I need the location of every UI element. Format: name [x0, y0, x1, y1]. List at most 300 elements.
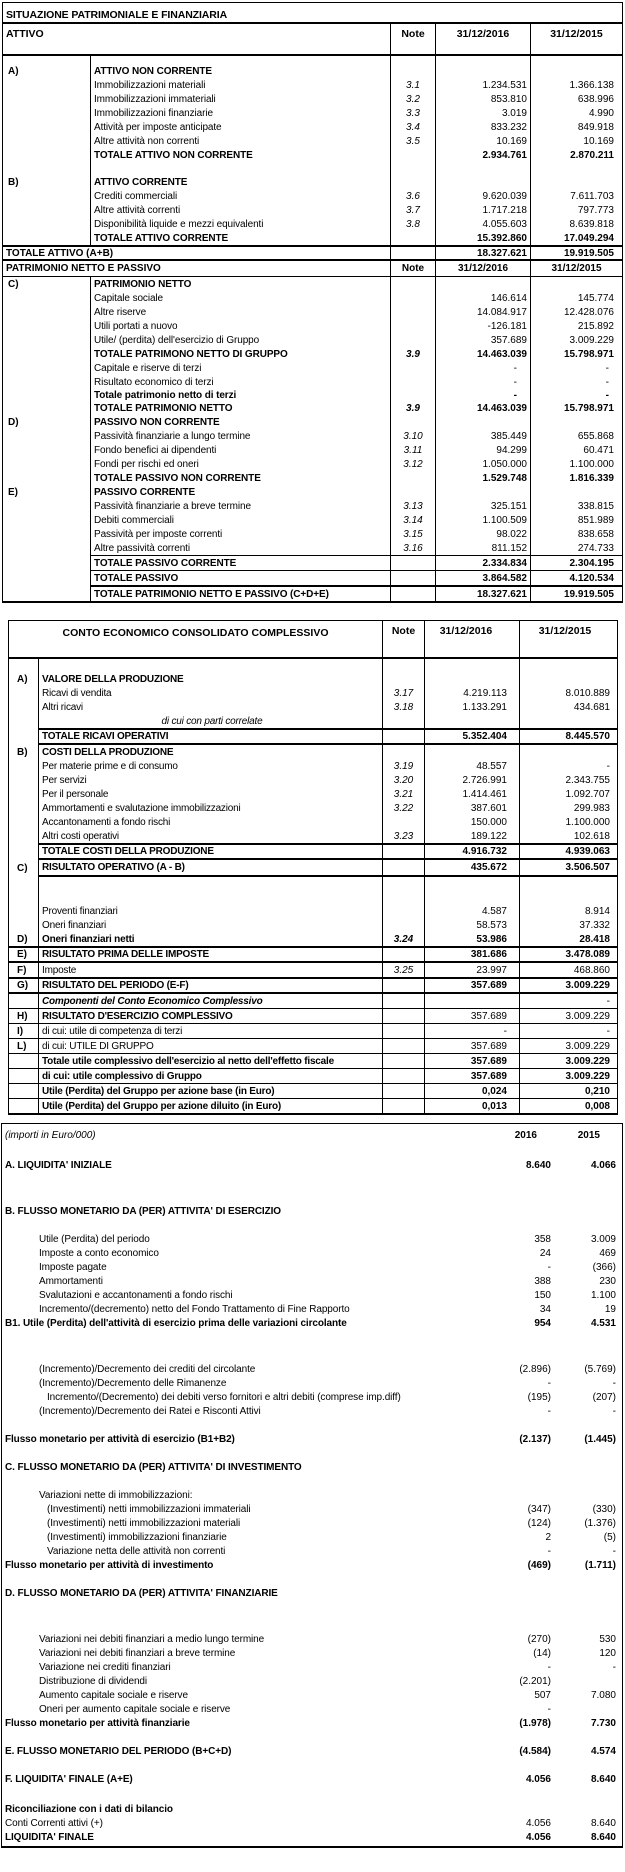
row-letter	[3, 585, 91, 601]
row-label: Attività per imposte anticipate	[94, 121, 222, 133]
value-2015: -	[530, 361, 622, 375]
value-2015: 4.066	[590, 1159, 616, 1171]
table-row	[9, 773, 617, 787]
value-2015	[519, 672, 617, 686]
column-header-date-2015: 31/12/2015	[530, 24, 622, 54]
value-2016: 2.934.761	[435, 148, 530, 162]
row-note	[382, 918, 424, 932]
spacer-row	[2, 1218, 622, 1232]
value-2016: 1.050.000	[435, 457, 530, 471]
value-2016: (2.896)	[519, 1363, 551, 1375]
table-row	[9, 963, 617, 977]
row-letter	[9, 714, 39, 728]
row-note: 3.14	[390, 513, 435, 527]
value-2016: (2.137)	[519, 1433, 551, 1445]
section-header-row	[2, 1586, 622, 1600]
total-row	[9, 946, 617, 963]
value-2015: 638.996	[530, 92, 622, 106]
row-note	[390, 555, 435, 570]
value-2016: (270)	[527, 1633, 551, 1645]
row-label: Utile (Perdita) del Gruppo per azione diluito (in Euro)	[42, 1100, 282, 1112]
table-row	[2, 1488, 622, 1502]
value-2015: 4.939.063	[519, 843, 617, 860]
row-label: RISULTATO DEL PERIODO (E-F)	[42, 980, 189, 991]
value-2015	[551, 1330, 616, 1362]
value-2015	[551, 1474, 616, 1488]
row-letter	[3, 471, 91, 485]
value-2016: 381.686	[424, 948, 519, 961]
table-row	[2, 1288, 622, 1302]
cash-flow-rows	[2, 1146, 622, 1844]
total-row	[2, 1772, 622, 1786]
value-2016: 4.056	[525, 1817, 551, 1829]
spacer-row	[2, 1474, 622, 1488]
row-note: 3.22	[382, 801, 424, 815]
value-2015: 4.990	[530, 106, 622, 120]
value-2016	[483, 1204, 551, 1218]
total-row	[9, 1068, 617, 1083]
table-row	[2, 1232, 622, 1246]
row-note: 3.20	[382, 773, 424, 787]
column-header-2016: 2016	[514, 1130, 537, 1141]
value-2016	[435, 64, 530, 78]
value-2015: 797.773	[530, 203, 622, 217]
value-2015	[551, 1586, 616, 1600]
row-label	[2, 1600, 483, 1632]
column-header-date-2015: 31/12/2015	[519, 621, 617, 657]
row-note	[390, 291, 435, 305]
value-2016: -126.181	[435, 319, 530, 333]
table-row	[2, 1502, 622, 1516]
row-note	[390, 305, 435, 319]
row-label: VALORE DELLA PRODUZIONE	[42, 673, 184, 685]
row-label: Disponibilità liquide e mezzi equivalenti	[94, 218, 264, 230]
value-2015: 851.989	[530, 513, 622, 527]
value-2016: 14.463.039	[435, 347, 530, 361]
cash-flow-header	[2, 1124, 622, 1146]
table-row	[2, 1702, 622, 1716]
row-label: Immobilizzazioni immateriali	[94, 93, 216, 105]
row-note	[390, 485, 435, 499]
row-note	[382, 659, 424, 672]
table-row	[9, 829, 617, 843]
value-2015: 2.870.211	[530, 148, 622, 162]
row-label	[2, 1418, 483, 1432]
row-letter: A)	[9, 672, 39, 686]
value-2015: 102.618	[519, 829, 617, 843]
row-note: 3.1	[390, 78, 435, 92]
total-row	[9, 1053, 617, 1068]
value-2016: 31/12/2016	[435, 261, 530, 276]
value-2015	[551, 1418, 616, 1432]
row-note: 3.19	[382, 759, 424, 773]
value-2015: -	[612, 1545, 616, 1557]
value-2015: -	[530, 375, 622, 389]
value-2016: 358	[534, 1233, 551, 1245]
value-2016: 18.327.621	[435, 247, 530, 259]
table-row	[3, 92, 622, 106]
value-2015: 8.639.818	[530, 217, 622, 231]
row-letter	[3, 291, 91, 305]
value-2015: 3.009	[590, 1233, 616, 1245]
value-2015	[551, 1172, 616, 1204]
row-note	[382, 843, 424, 860]
table-row	[2, 1302, 622, 1316]
table-row	[2, 1404, 622, 1418]
total-row	[2, 1316, 622, 1330]
row-label: PATRIMONIO NETTO E PASSIVO	[6, 263, 161, 274]
row-note	[390, 471, 435, 485]
row-letter	[9, 829, 39, 843]
value-2015	[551, 1146, 616, 1158]
row-letter	[3, 555, 91, 570]
value-2015: 215.892	[530, 319, 622, 333]
row-letter: B)	[9, 745, 39, 759]
table-row	[9, 918, 617, 932]
row-note	[390, 415, 435, 429]
value-2015: 1.092.707	[519, 787, 617, 801]
row-label: (Investimenti) netti immobilizzazioni immateriali	[47, 1503, 251, 1515]
row-letter: D)	[9, 932, 39, 946]
value-2016: 853.810	[435, 92, 530, 106]
row-note	[390, 361, 435, 375]
value-2015: 4.574	[590, 1745, 616, 1757]
column-header-date-2016: 31/12/2016	[435, 24, 530, 54]
value-2016	[483, 1460, 551, 1474]
row-note	[390, 570, 435, 585]
value-2016	[483, 1146, 551, 1158]
value-2016: -	[424, 1024, 519, 1038]
value-2016	[483, 1474, 551, 1488]
row-label: Altri costi operativi	[42, 830, 119, 842]
value-2016: 357.689	[424, 1054, 519, 1068]
value-2016: 18.327.621	[435, 585, 530, 601]
row-label	[2, 1572, 483, 1586]
row-label: (Incremento)/Decremento dei Ratei e Risconti Attivi	[39, 1405, 261, 1417]
row-note: 3.24	[382, 932, 424, 946]
value-2015: (366)	[592, 1261, 616, 1273]
row-letter	[3, 541, 91, 555]
total-row	[3, 347, 622, 361]
table-row	[9, 700, 617, 714]
row-note: 3.16	[390, 541, 435, 555]
value-2015	[519, 659, 617, 672]
row-label	[2, 1474, 483, 1488]
spacer-row	[2, 1600, 622, 1632]
value-2016: -	[547, 1261, 551, 1273]
table-row	[2, 1274, 622, 1288]
row-label: Altre passività correnti	[94, 542, 190, 554]
row-letter	[9, 815, 39, 829]
value-2015: (5)	[603, 1531, 616, 1543]
row-note	[382, 1084, 424, 1098]
row-letter	[9, 759, 39, 773]
row-label: di cui: utile complessivo di Gruppo	[42, 1070, 202, 1082]
value-2015: 0,210	[519, 1084, 617, 1098]
row-letter: I)	[9, 1024, 39, 1038]
row-label: Imposte a conto economico	[39, 1247, 159, 1259]
value-2016: 23.997	[424, 963, 519, 977]
spacer-row	[2, 1446, 622, 1460]
value-2016: 10.169	[435, 134, 530, 148]
value-2016	[424, 745, 519, 759]
value-2016: 4.916.732	[424, 843, 519, 860]
section-row	[3, 415, 622, 429]
subsection-row	[9, 994, 617, 1008]
row-letter: L)	[9, 1039, 39, 1053]
value-2015	[551, 1758, 616, 1772]
value-2016: (2.201)	[519, 1675, 551, 1687]
row-letter: E)	[3, 485, 91, 499]
table-row	[9, 904, 617, 918]
row-letter: C)	[9, 860, 39, 877]
value-2016: 811.152	[435, 541, 530, 555]
row-letter	[3, 527, 91, 541]
spacer-row	[3, 162, 622, 175]
value-2015: 838.658	[530, 527, 622, 541]
income-statement-section	[8, 620, 618, 1115]
section-row	[9, 672, 617, 686]
table-row	[2, 1260, 622, 1274]
row-label: (Investimenti) immobilizzazioni finanziarie	[47, 1531, 227, 1543]
value-2016: 5.352.404	[424, 728, 519, 745]
value-2015: 3.478.089	[519, 948, 617, 961]
table-row	[9, 1023, 617, 1038]
value-2016: -	[547, 1377, 551, 1389]
value-2016: 357.689	[435, 333, 530, 347]
row-note: 3.21	[382, 787, 424, 801]
value-2015: 60.471	[530, 443, 622, 457]
row-label	[2, 1146, 483, 1158]
value-2015	[551, 1702, 616, 1716]
value-2016: 9.620.039	[435, 189, 530, 203]
row-note	[382, 948, 424, 961]
value-2016: 146.614	[435, 291, 530, 305]
row-label: Variazione netta delle attività non correnti	[47, 1545, 226, 1557]
balance-sheet-column-header	[3, 24, 622, 56]
value-2016: (347)	[527, 1503, 551, 1515]
value-2015: -	[612, 1377, 616, 1389]
total-row	[9, 932, 617, 946]
table-row	[3, 333, 622, 347]
row-label: Passività finanziarie a lungo termine	[94, 430, 251, 442]
value-2016	[435, 415, 530, 429]
section-row	[9, 745, 617, 759]
spacer-row	[9, 877, 617, 904]
value-2015: 8.914	[519, 904, 617, 918]
value-2016: -	[435, 375, 530, 389]
value-2016: 14.084.917	[435, 305, 530, 319]
value-2015: (1.445)	[584, 1433, 616, 1445]
row-note: 3.18	[382, 700, 424, 714]
row-letter	[9, 686, 39, 700]
value-2015: 12.428.076	[530, 305, 622, 319]
row-label: (Incremento)/Decremento dei crediti del circolante	[39, 1363, 256, 1375]
table-row	[9, 815, 617, 829]
value-2016: -	[435, 389, 530, 402]
row-label: TOTALE ATTIVO NON CORRENTE	[94, 149, 253, 161]
row-label: Conti Correnti attivi (+)	[5, 1817, 103, 1829]
row-note	[382, 904, 424, 918]
table-row	[2, 1390, 622, 1404]
total-row	[3, 402, 622, 415]
row-label: Risultato economico di terzi	[94, 376, 214, 388]
value-2016: (124)	[527, 1517, 551, 1529]
value-2016: 34	[539, 1303, 551, 1315]
row-letter	[9, 904, 39, 918]
row-letter	[3, 134, 91, 148]
row-letter	[9, 1054, 39, 1068]
value-2015: -	[519, 994, 617, 1008]
cash-flow-section	[1, 1123, 623, 1848]
value-2016	[483, 1446, 551, 1460]
value-2015: 3.009.229	[519, 1039, 617, 1053]
row-label: PATRIMONIO NETTO	[94, 278, 192, 290]
value-2015: 1.100.000	[530, 457, 622, 471]
row-label: Variazioni nei debiti finanziari a medio lungo termine	[39, 1633, 265, 1645]
total-row	[3, 148, 622, 162]
row-letter	[3, 217, 91, 231]
row-note: 3.3	[390, 106, 435, 120]
value-2015: 15.798.971	[530, 402, 622, 415]
table-row	[2, 1660, 622, 1674]
value-2016: 325.151	[435, 499, 530, 513]
row-label: A. LIQUIDITA' INIZIALE	[5, 1159, 112, 1171]
value-2015	[519, 877, 617, 904]
section-row	[3, 175, 622, 189]
row-note	[390, 375, 435, 389]
value-2016	[483, 1330, 551, 1362]
value-2015: 7.730	[590, 1717, 616, 1729]
row-letter	[3, 513, 91, 527]
row-letter	[9, 1084, 39, 1098]
row-letter	[9, 801, 39, 815]
row-label: Distribuzione di dividendi	[39, 1675, 148, 1687]
row-label	[2, 1786, 483, 1802]
value-2015: 530	[599, 1633, 616, 1645]
section-header-row	[2, 1802, 622, 1816]
row-label: ATTIVO CORRENTE	[94, 176, 188, 188]
value-2016	[483, 1758, 551, 1772]
value-2016: 189.122	[424, 829, 519, 843]
row-label: Variazioni nei debiti finanziari a breve termine	[39, 1647, 236, 1659]
value-2016: 357.689	[424, 1039, 519, 1053]
section-row	[3, 277, 622, 291]
table-row	[3, 443, 622, 457]
column-header-date-2016: 31/12/2016	[424, 621, 519, 657]
section-row	[3, 64, 622, 78]
table-row	[3, 513, 622, 527]
row-note: 3.8	[390, 217, 435, 231]
value-2015: 3.009.229	[530, 333, 622, 347]
row-note: 3.23	[382, 829, 424, 843]
row-label: C. FLUSSO MONETARIO DA (PER) ATTIVITA' DI INVESTIMENTO	[5, 1461, 302, 1473]
row-note	[382, 1069, 424, 1083]
row-note: 3.25	[382, 963, 424, 977]
row-label: Variazione nei crediti finanziari	[39, 1661, 171, 1673]
balance-sheet-section	[2, 2, 623, 603]
value-2016	[424, 714, 519, 728]
total-row	[9, 728, 617, 745]
table-row	[2, 1674, 622, 1688]
value-2015: 7.080	[590, 1689, 616, 1701]
value-2015: 10.169	[530, 134, 622, 148]
row-letter	[3, 148, 91, 162]
row-label: Capitale e riserve di terzi	[94, 362, 202, 374]
row-letter	[3, 402, 91, 415]
row-note	[382, 1054, 424, 1068]
value-2015	[551, 1802, 616, 1816]
spacer-row	[2, 1572, 622, 1586]
row-label: Altre attività non correnti	[94, 135, 200, 147]
table-row	[3, 217, 622, 231]
value-2016: -	[547, 1405, 551, 1417]
value-2015: (5.769)	[584, 1363, 616, 1375]
value-2015	[551, 1218, 616, 1232]
table-row	[3, 429, 622, 443]
row-letter	[3, 389, 91, 402]
value-2015	[551, 1488, 616, 1502]
value-2016: 2	[545, 1531, 551, 1543]
row-letter	[9, 877, 39, 904]
value-2016: 4.055.603	[435, 217, 530, 231]
value-2015: 145.774	[530, 291, 622, 305]
value-2016	[424, 877, 519, 904]
value-2016: 3.864.582	[435, 570, 530, 585]
spacer-row	[2, 1172, 622, 1204]
balance-sheet-title: SITUAZIONE PATRIMONIALE E FINANZIARIA	[3, 3, 622, 24]
value-2016: 357.689	[424, 1009, 519, 1023]
row-letter: C)	[3, 277, 91, 291]
row-label: Ammortamenti	[39, 1275, 103, 1287]
row-note	[382, 728, 424, 745]
table-row	[3, 305, 622, 319]
table-row	[2, 1376, 622, 1390]
row-label: Debiti commerciali	[94, 514, 174, 526]
row-note: 3.2	[390, 92, 435, 106]
value-2016: 8.640	[525, 1159, 551, 1171]
table-row	[2, 1544, 622, 1558]
value-2016: 4.587	[424, 904, 519, 918]
value-2016: (469)	[527, 1559, 551, 1571]
value-2016: 53.986	[424, 932, 519, 946]
row-letter: F)	[9, 963, 39, 977]
row-label: Utile (Perdita) del Gruppo per azione base (in Euro)	[42, 1085, 275, 1097]
row-label	[2, 1446, 483, 1460]
section-row	[3, 485, 622, 499]
value-2015: 230	[599, 1275, 616, 1287]
table-row	[2, 1688, 622, 1702]
row-letter	[3, 56, 91, 64]
value-2016	[483, 1218, 551, 1232]
row-label: Utile/ (perdita) dell'esercizio di Gruppo	[94, 334, 260, 346]
row-note	[390, 175, 435, 189]
value-2016: 0,024	[424, 1084, 519, 1098]
value-2015: 1.100	[590, 1289, 616, 1301]
value-2015: (207)	[592, 1391, 616, 1403]
table-row	[2, 1646, 622, 1660]
row-letter	[3, 443, 91, 457]
table-row	[9, 787, 617, 801]
row-label: RISULTATO PRIMA DELLE IMPOSTE	[42, 949, 209, 960]
row-note: 3.9	[390, 347, 435, 361]
value-2015: 3.009.229	[519, 979, 617, 992]
row-label: Accantonamenti a fondo rischi	[42, 816, 171, 828]
row-label: E. FLUSSO MONETARIO DEL PERIODO (B+C+D)	[5, 1745, 232, 1757]
value-2016: -	[435, 361, 530, 375]
row-letter	[3, 92, 91, 106]
value-2016: 3.019	[435, 106, 530, 120]
